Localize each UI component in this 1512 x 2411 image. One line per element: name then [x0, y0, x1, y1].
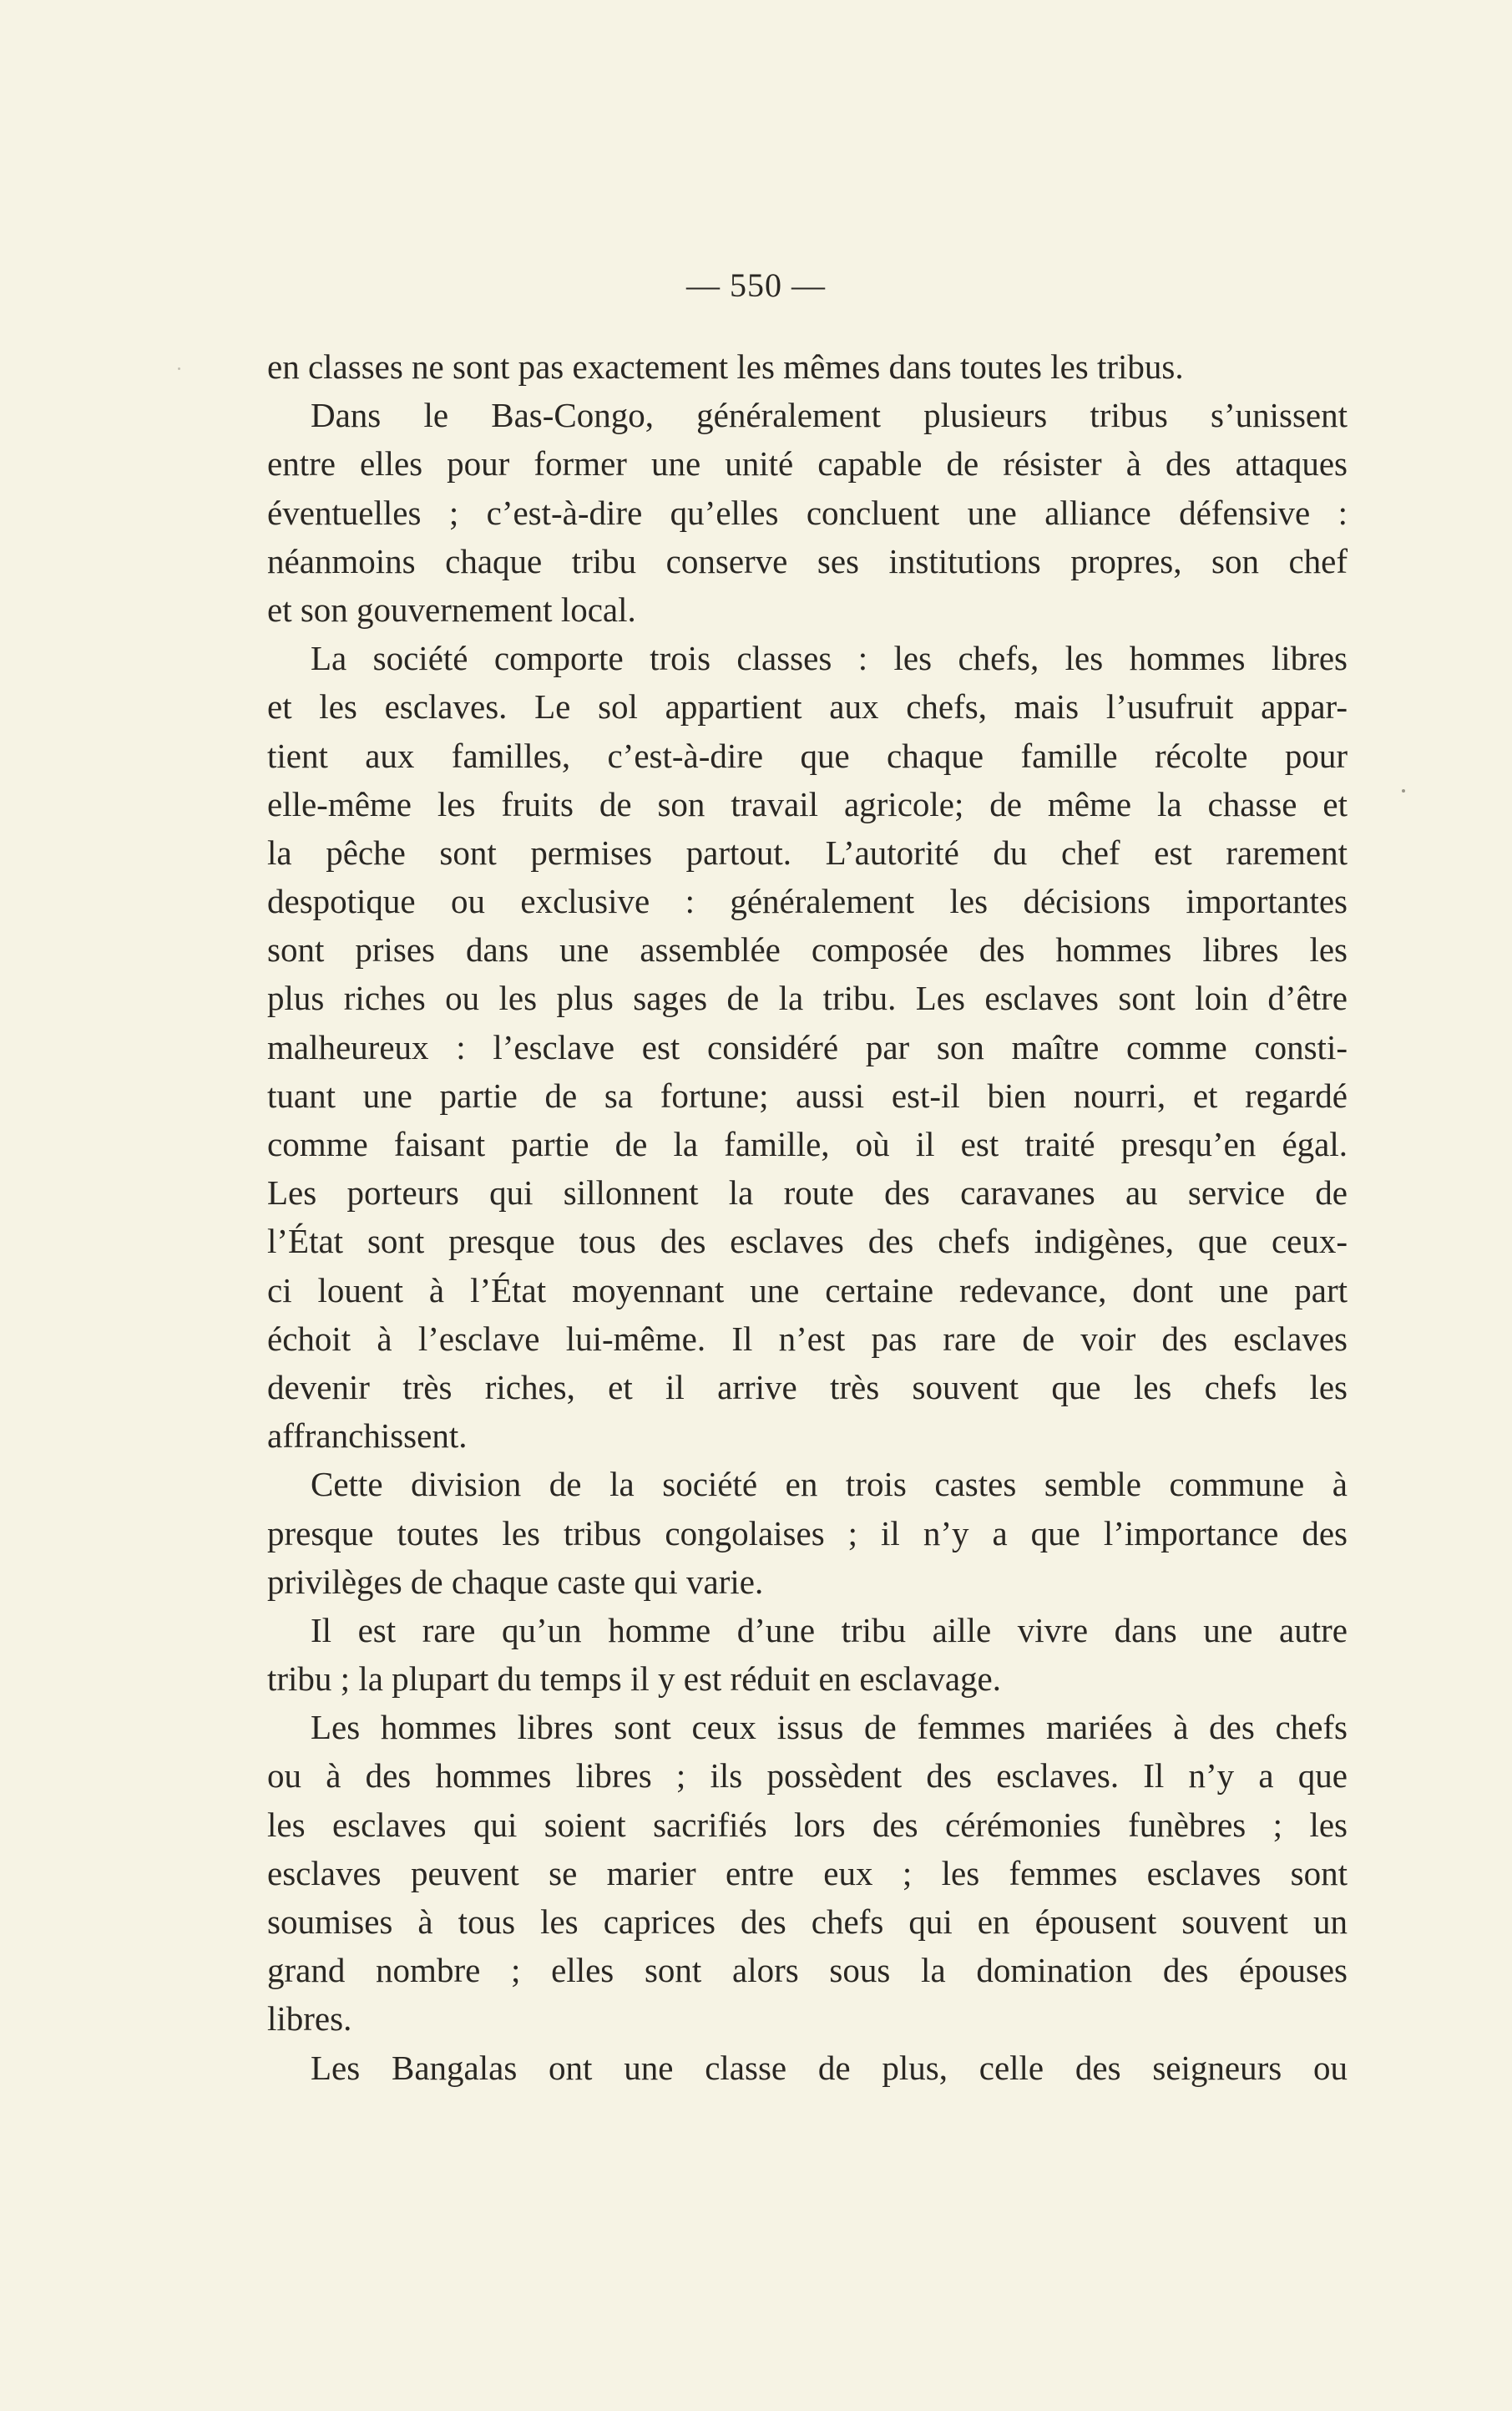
text-line: Les Bangalas ont une classe de plus, celle des seigneurs ou: [311, 2048, 1348, 2087]
text-line: Dans le Bas-Congo, généralement plusieurs tribus s’unissent: [311, 396, 1348, 435]
text-line: sont prises dans une assemblée composée des hommes libres les: [267, 930, 1348, 970]
text-line: ou à des hommes libres ; ils possèdent des esclaves. Il n’y a que: [267, 1756, 1348, 1796]
text-line: et les esclaves. Le sol appartient aux chefs, mais l’usufruit appar-: [267, 687, 1348, 727]
text-line: Il est rare qu’un homme d’une tribu aille vivre dans une autre: [311, 1610, 1348, 1649]
text-line: elle-même les fruits de son travail agricole; de même la chasse et: [267, 784, 1348, 823]
text-line: comme faisant partie de la famille, où il est traité presqu’en égal.: [267, 1125, 1348, 1163]
text-line: les esclaves qui soient sacrifiés lors des cérémonies funèbres ; les: [267, 1805, 1348, 1844]
text-line: malheureux : l’esclave est considéré par son maître comme consti-: [267, 1027, 1348, 1066]
text-line: soumises à tous les caprices des chefs qui en épousent souvent un: [267, 1902, 1348, 1941]
text-line: presque toutes les tribus congolaises ; il n’y a que l’importance des: [267, 1513, 1348, 1552]
text-line: devenir très riches, et il arrive très souvent que les chefs les: [267, 1367, 1348, 1406]
text-line: néanmoins chaque tribu conserve ses institutions propres, son chef: [267, 541, 1348, 580]
text-line: tuant une partie de sa fortune; aussi est-il bien nourri, et regardé: [267, 1076, 1348, 1115]
text-line: entre elles pour former une unité capable de résister à des attaques: [267, 444, 1348, 484]
text-line: Les hommes libres sont ceux issus de femmes mariées à des chefs: [311, 1708, 1348, 1747]
text-line: tribu ; la plupart du temps il y est réduit en esclavage.: [267, 1659, 1001, 1699]
page-number: — 550 —: [686, 266, 826, 304]
paper-speck: [178, 367, 180, 370]
paper-speck: [1402, 789, 1405, 793]
text-line: privilèges de chaque caste qui varie.: [267, 1562, 764, 1601]
text-line: éventuelles ; c’est-à-dire qu’elles concluent une alliance défensive :: [267, 493, 1348, 532]
text-line: ci louent à l’État moyennant une certaine redevance, dont une part: [267, 1270, 1348, 1309]
text-line: grand nombre ; elles sont alors sous la domination des épouses: [267, 1951, 1348, 1990]
text-line: Les porteurs qui sillonnent la route des caravanes au service de: [267, 1173, 1348, 1213]
text-line: tient aux familles, c’est-à-dire que chaque famille récolte pour: [267, 736, 1348, 775]
text-line: l’État sont presque tous des esclaves des chefs indigènes, que ceux-: [267, 1222, 1348, 1261]
text-line: plus riches ou les plus sages de la tribu. Les esclaves sont loin d’être: [267, 979, 1348, 1018]
text-line: la pêche sont permises partout. L’autorité du chef est rarement: [267, 833, 1348, 872]
text-line: et son gouvernement local.: [267, 590, 636, 629]
text-line: en classes ne sont pas exactement les mêmes dans toutes les tribus.: [267, 347, 1184, 386]
text-line: libres.: [267, 1999, 352, 2039]
text-line: esclaves peuvent se marier entre eux ; les femmes esclaves sont: [267, 1853, 1348, 1892]
text-line: échoit à l’esclave lui-même. Il n’est pas rare de voir des esclaves: [267, 1319, 1348, 1358]
text-line: despotique ou exclusive : généralement les décisions importantes: [267, 882, 1348, 921]
text-line: affranchissent.: [267, 1416, 468, 1456]
text-line: Cette division de la société en trois castes semble commune à: [311, 1465, 1348, 1504]
body-text: [267, 342, 1348, 2092]
text-line: La société comporte trois classes : les chefs, les hommes libres: [311, 639, 1348, 678]
